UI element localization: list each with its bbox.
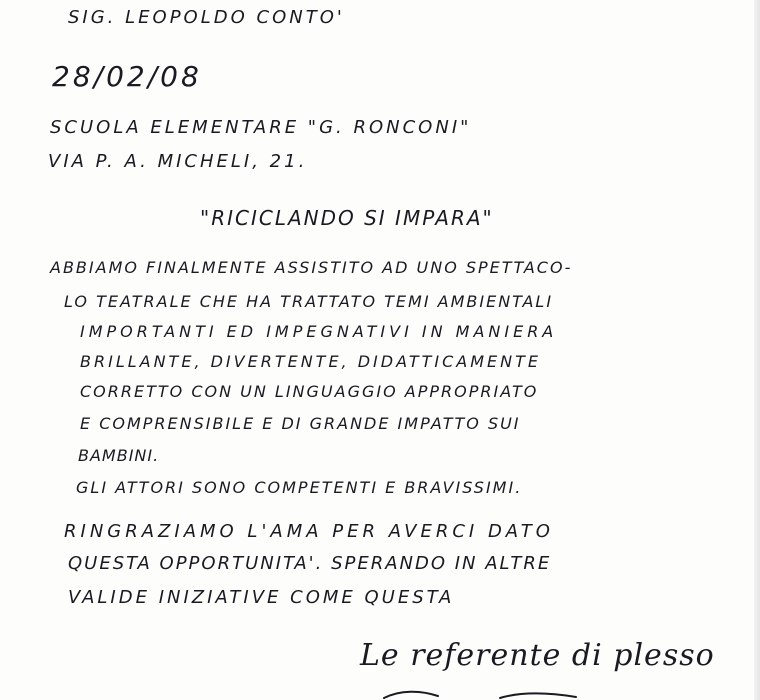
school-name: SCUOLA ELEMENTARE "G. RONCONI" [50,117,472,138]
body-line: QUESTA OPPORTUNITA'. SPERANDO IN ALTRE [68,553,552,574]
body-line: RINGRAZIAMO L'AMA PER AVERCI DATO [64,521,554,542]
letter-title: "RICICLANDO SI IMPARA" [200,206,494,230]
sender-name: SIG. LEOPOLDO CONTO' [68,7,345,28]
body-line: VALIDE INIZIATIVE COME QUESTA [68,587,455,608]
body-line: LO TEATRALE CHE HA TRATTATO TEMI AMBIENTALI [64,292,554,311]
body-line: GLI ATTORI SONO COMPETENTI E BRAVISSIMI. [76,478,523,497]
letter-date: 28/02/08 [52,60,202,93]
body-line: ABBIAMO FINALMENTE ASSISTITO AD UNO SPETTACO- [50,258,573,277]
body-line: BAMBINI. [78,446,160,465]
scan-edge [754,0,760,700]
closing-text: Le referente di plesso [360,638,715,673]
body-line: BRILLANTE, DIVERTENTE, DIDATTICAMENTE [80,352,542,371]
body-line: IMPORTANTI ED IMPEGNATIVI IN MANIERA [80,322,558,341]
body-line: CORRETTO CON UN LINGUAGGIO APPROPRIATO [80,382,539,401]
body-line: E COMPRENSIBILE E DI GRANDE IMPATTO SUI [80,414,521,433]
school-address: VIA P. A. MICHELI, 21. [48,151,308,172]
signature-stroke [380,688,580,700]
